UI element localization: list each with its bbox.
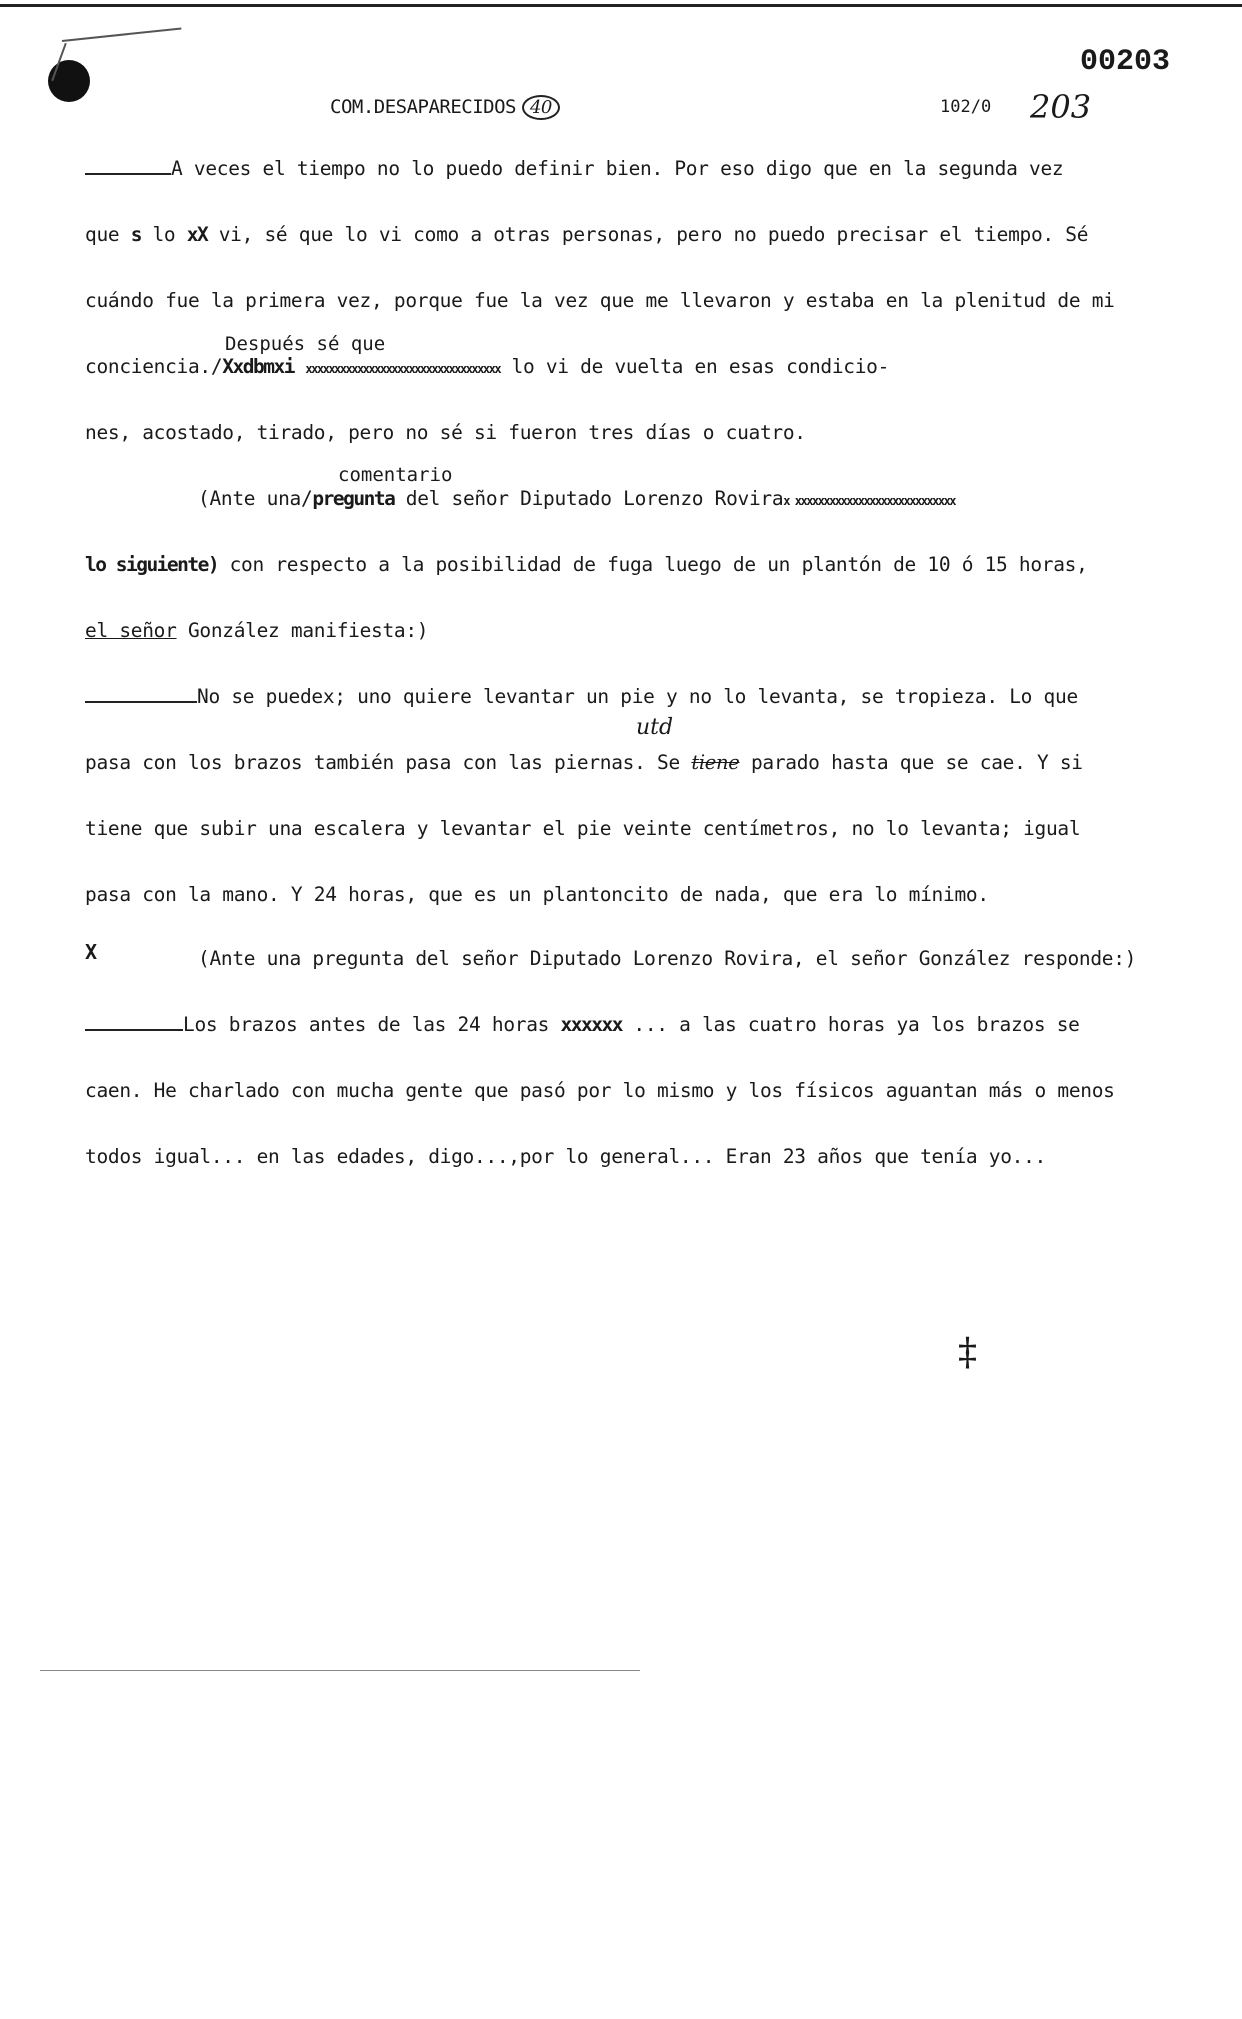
pen-scratch: [62, 27, 182, 42]
text-line: todos igual... en las edades, digo...,por lo general... Eran 23 años que tenía yo...: [85, 1145, 1046, 1168]
inserted-text: Después sé que: [225, 333, 386, 355]
page-reference: 102/0: [940, 97, 992, 117]
indent-blank: [85, 689, 197, 703]
text-line: tiene que subir una escalera y levantar el pie veinte centímetros, no lo levanta; igual: [85, 817, 1081, 840]
margin-mark: X: [85, 940, 98, 964]
text-line: pasa con los brazos también pasa con las piernas. Se tiene parado hasta que se cae. Y si: [85, 751, 1083, 774]
text-line: (Ante una/pregunta del señor Diputado Lorenzo Rovirax xxxxxxxxxxxxxxxxxxxxxxxxxxxx: [198, 487, 956, 510]
punch-hole: [48, 60, 90, 102]
text-line: (Ante una pregunta del señor Diputado Lorenzo Rovira, el señor González responde:): [198, 947, 1137, 970]
text-line: nes, acostado, tirado, pero no sé si fueron tres días o cuatro.: [85, 421, 806, 444]
circled-page-number: 40: [522, 95, 560, 120]
text-line: A veces el tiempo no lo puedo definir bien. Por eso digo que en la segunda vez: [85, 157, 1063, 180]
text-line: pasa con la mano. Y 24 horas, que es un plantoncito de nada, que era lo mínimo.: [85, 883, 989, 906]
inserted-text: comentario: [338, 464, 453, 486]
handwritten-cross-mark: ‡: [958, 1330, 977, 1374]
text-line: lo siguiente) con respecto a la posibilidad de fuga luego de un plantón de 10 ó 15 horas,: [85, 553, 1088, 576]
faint-rule: [40, 1670, 640, 1671]
header-title: COM.DESAPARECIDOS 40: [330, 95, 560, 120]
handwritten-number: 203: [1030, 88, 1092, 126]
top-border: [0, 4, 1242, 7]
handwritten-insertion: utd: [636, 715, 674, 740]
text-line: No se puedex; uno quiere levantar un pie y no lo levanta, se tropieza. Lo que: [85, 685, 1078, 708]
text-line: el señor González manifiesta:): [85, 619, 429, 642]
text-line: cuándo fue la primera vez, porque fue la vez que me llevaron y estaba en la plenitud de mi: [85, 289, 1115, 312]
text-line: conciencia./Xxdbmxi xxxxxxxxxxxxxxxxxxxxxxxxxxxxxxxxxx lo vi de vuelta en esas condicio-: [85, 355, 890, 378]
text-line: que s lo xX vi, sé que lo vi como a otras personas, pero no puedo precisar el tiempo. Sé: [85, 223, 1089, 246]
indent-blank: [85, 161, 171, 175]
indent-blank: [85, 1017, 183, 1031]
text-line: caen. He charlado con mucha gente que pasó por lo mismo y los físicos aguantan más o menos: [85, 1079, 1115, 1102]
text-line: Los brazos antes de las 24 horas xxxxxx ... a las cuatro horas ya los brazos se: [85, 1013, 1080, 1036]
document-number: 00203: [1080, 45, 1171, 79]
